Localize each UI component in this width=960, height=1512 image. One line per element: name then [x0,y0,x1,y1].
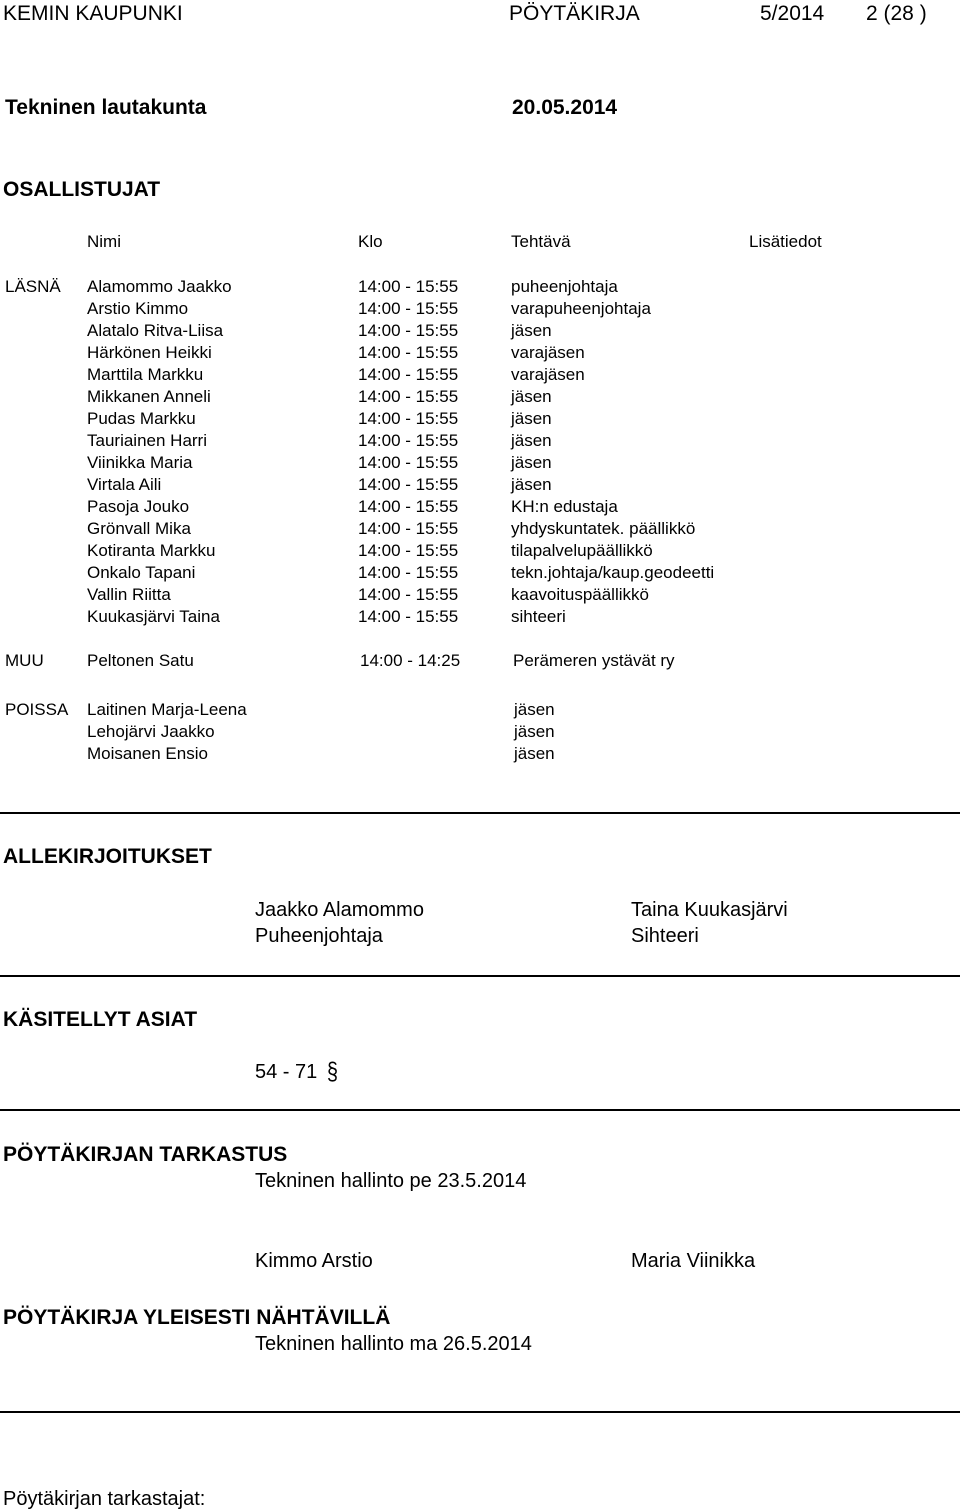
section-symbol: § [326,1058,338,1086]
items-range-text: 54 - 71 [255,1061,318,1083]
public-heading: PÖYTÄKIRJA YLEISESTI NÄHTÄVILLÄ [3,1306,391,1329]
participant-name: Kotiranta Markku [87,541,216,560]
participant-role: varapuheenjohtaja [511,299,651,318]
absent-row [0,722,960,744]
participant-role: jäsen [511,475,552,494]
participant-name: Arstio Kimmo [87,299,189,318]
participant-row [0,431,960,453]
participant-name: Alamommo Jaakko [87,277,232,296]
participant-name: Pasoja Jouko [87,497,190,516]
secretary-name: Taina Kuukasjärvi [631,899,788,921]
present-label: LÄSNÄ [5,277,61,296]
items-heading: KÄSITELLYT ASIAT [3,1008,198,1031]
participant-role: Perämeren ystävät ry [513,651,675,670]
participant-name: Peltonen Satu [87,651,194,670]
participant-row [0,321,960,343]
participant-row [0,409,960,431]
participant-time: 14:00 - 15:55 [358,365,459,384]
participant-time: 14:00 - 15:55 [358,343,459,362]
participant-row [0,585,960,607]
participant-time: 14:00 - 15:55 [358,585,459,604]
secretary-title: Sihteeri [631,925,699,947]
participant-name: Laitinen Marja-Leena [87,700,247,719]
participant-time: 14:00 - 15:55 [358,541,459,560]
absent-label: POISSA [5,700,69,719]
chair-title: Puheenjohtaja [255,925,383,947]
participant-time: 14:00 - 15:55 [358,475,459,494]
divider-line [0,975,960,977]
participant-role: jäsen [511,387,552,406]
participant-role: tilapalvelupäällikkö [511,541,653,560]
document-number: 5/2014 [760,2,825,25]
reviewers-label: Pöytäkirjan tarkastajat: [3,1488,206,1510]
participant-row [0,497,960,519]
participant-row [0,563,960,585]
absent-row [0,744,960,766]
participant-role: jäsen [514,722,555,741]
participant-name: Onkalo Tapani [87,563,196,582]
divider-line [0,812,960,814]
participant-name: Viinikka Maria [87,453,193,472]
participant-name: Kuukasjärvi Taina [87,607,220,626]
participant-row [0,453,960,475]
reviewer-1-name: Kimmo Arstio [255,1250,373,1272]
committee-name: Tekninen lautakunta [5,96,207,119]
organization-name: KEMIN KAUPUNKI [3,2,183,25]
participant-name: Marttila Markku [87,365,204,384]
other-label: MUU [5,651,44,670]
review-heading: PÖYTÄKIRJAN TARKASTUS [3,1143,288,1166]
participant-role: jäsen [511,321,552,340]
other-row [0,651,960,673]
participant-role: varajäsen [511,343,585,362]
participant-time: 14:00 - 15:55 [358,563,459,582]
participant-role: jäsen [514,700,555,719]
participant-name: Pudas Markku [87,409,196,428]
review-place-date: Tekninen hallinto pe 23.5.2014 [255,1170,527,1192]
participant-role: tekn.johtaja/kaup.geodeetti [511,563,715,582]
participant-time: 14:00 - 15:55 [358,607,459,626]
column-header-name: Nimi [87,232,121,251]
participant-role: kaavoituspäällikkö [511,585,649,604]
participant-time: 14:00 - 15:55 [358,497,459,516]
participant-name: Moisanen Ensio [87,744,208,763]
participant-name: Tauriainen Harri [87,431,207,450]
participant-row [0,299,960,321]
participant-time: 14:00 - 15:55 [358,299,459,318]
participant-role: sihteeri [511,607,566,626]
page-number: 2 (28 ) [866,2,927,25]
column-header-notes: Lisätiedot [749,232,822,251]
participant-name: Härkönen Heikki [87,343,212,362]
participant-time: 14:00 - 15:55 [358,431,459,450]
participant-time: 14:00 - 15:55 [358,387,459,406]
participant-row [0,519,960,541]
public-place-date: Tekninen hallinto ma 26.5.2014 [255,1333,532,1355]
participant-role: yhdyskuntatek. päällikkö [511,519,696,538]
participant-row [0,387,960,409]
participant-name: Grönvall Mika [87,519,191,538]
reviewer-2-name: Maria Viinikka [631,1250,756,1272]
participant-role: puheenjohtaja [511,277,618,296]
participant-row [0,607,960,629]
signatures-heading: ALLEKIRJOITUKSET [3,845,212,868]
divider-line [0,1411,960,1413]
participant-name: Mikkanen Anneli [87,387,211,406]
participant-row [0,365,960,387]
participant-name: Alatalo Ritva-Liisa [87,321,224,340]
divider-line [0,1109,960,1111]
participant-name: Virtala Aili [87,475,162,494]
items-range [255,1058,338,1086]
column-header-role: Tehtävä [511,232,571,251]
participant-role: jäsen [511,431,552,450]
column-header-time: Klo [358,232,383,251]
participant-row [0,475,960,497]
meeting-date: 20.05.2014 [512,96,618,119]
participant-time: 14:00 - 15:55 [358,453,459,472]
participant-row [0,343,960,365]
participant-role: jäsen [514,744,555,763]
participant-name: Lehojärvi Jaakko [87,722,215,741]
participant-role: KH:n edustaja [511,497,618,516]
document-type: PÖYTÄKIRJA [509,2,640,25]
participant-time: 14:00 - 15:55 [358,277,459,296]
chair-name: Jaakko Alamommo [255,899,424,921]
participant-time: 14:00 - 15:55 [358,409,459,428]
participants-heading: OSALLISTUJAT [3,178,161,201]
participant-role: jäsen [511,409,552,428]
participant-name: Vallin Riitta [87,585,171,604]
participant-time: 14:00 - 14:25 [360,651,461,670]
participant-role: varajäsen [511,365,585,384]
absent-row [0,700,960,722]
participant-time: 14:00 - 15:55 [358,519,459,538]
participant-row [0,541,960,563]
participant-time: 14:00 - 15:55 [358,321,459,340]
participant-row [0,277,960,299]
participant-role: jäsen [511,453,552,472]
